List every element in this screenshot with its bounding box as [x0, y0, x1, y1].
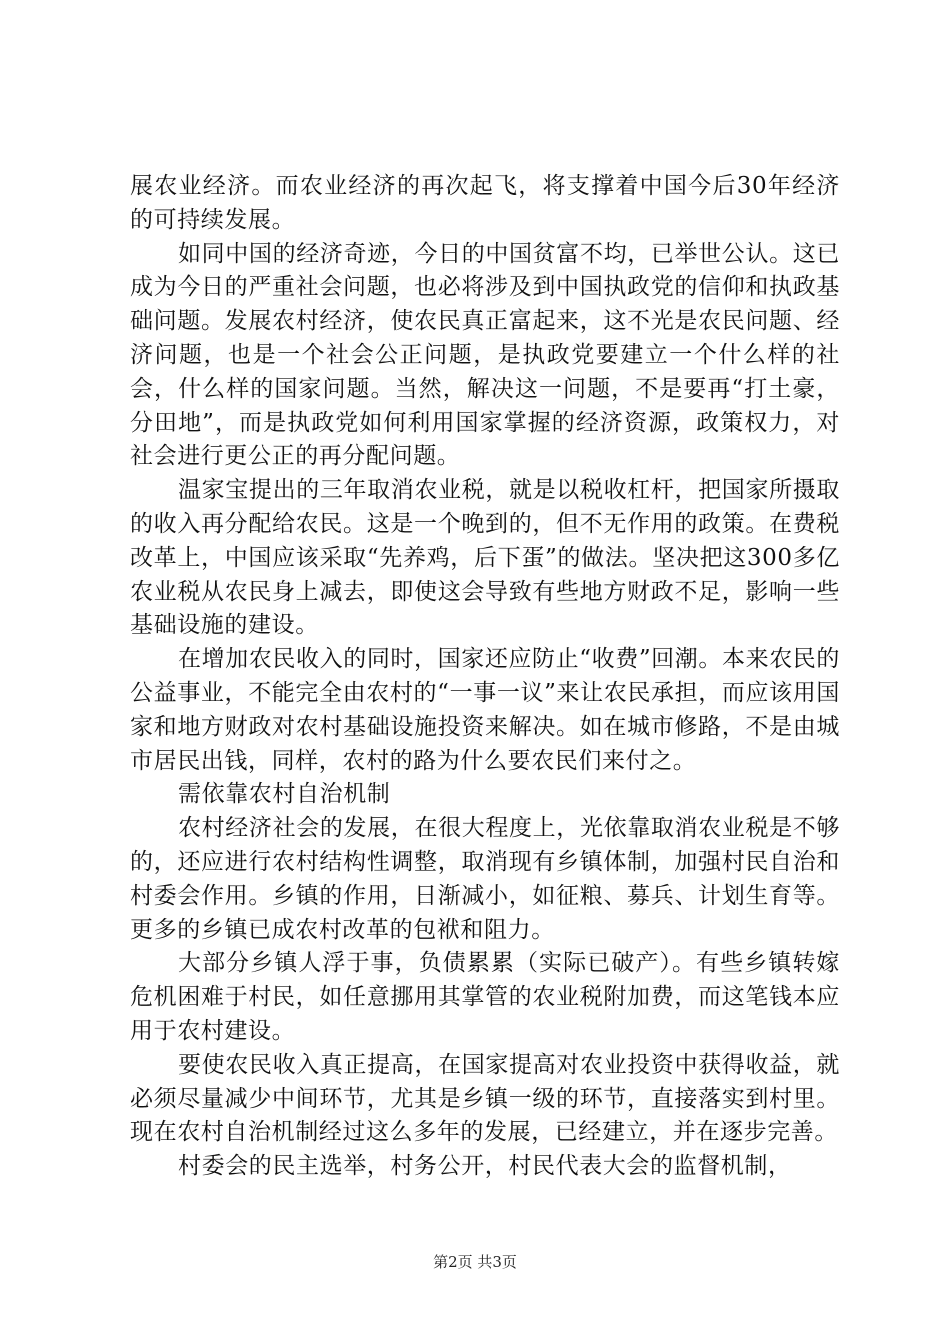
paragraph-6: 大部分乡镇人浮于事，负债累累（实际已破产）。有些乡镇转嫁危机困难于村民，如任意挪用其掌管的农业税附加费，而这笔钱本应用于农村建设。: [130, 950, 840, 1044]
paragraph-3: 温家宝提出的三年取消农业税，就是以税收杠杆，把国家所摄取的收入再分配给农民。这是一个晚到的，但不无作用的政策。在费税改革上，中国应该采取“先养鸡，后下蛋”的做法。坚决把这300多亿农业税从农民身上减去，即使这会导致有些地方财政不足，影响一些基础设施的建设。: [130, 477, 840, 639]
paragraph-5: 农村经济社会的发展，在很大程度上，光依靠取消农业税是不够的，还应进行农村结构性调整，取消现有乡镇体制，加强村民自治和村委会作用。乡镇的作用，日渐减小，如征粮、募兵、计划生育等。更多的乡镇已成农村改革的包袱和阻力。: [130, 815, 840, 943]
paragraph-2: 如同中国的经济奇迹，今日的中国贫富不均，已举世公认。这已成为今日的严重社会问题，也必将涉及到中国执政党的信仰和执政基础问题。发展农村经济，使农民真正富起来，这不光是农民问题、经济问题，也是一个社会公正问题，是执政党要建立一个什么样的社会，什么样的国家问题。当然，解决这一问题，不是要再“打土豪，分田地”，而是执政党如何利用国家掌握的经济资源，政策权力，对社会进行更公正的再分配问题。: [130, 240, 840, 470]
paragraph-8: 村委会的民主选举，村务公开，村民代表大会的监督机制，: [178, 1153, 792, 1180]
paragraph-4: 在增加农民收入的同时，国家还应防止“收费”回潮。本来农民的公益事业，不能完全由农村的“一事一议”来让农民承担，而应该用国家和地方财政对农村基础设施投资来解决。如在城市修路，不是由城市居民出钱，同样，农村的路为什么要农民们来付之。: [130, 646, 840, 774]
section-heading: 需依靠农村自治机制: [178, 781, 391, 808]
paragraph-7: 要使农民收入真正提高，在国家提高对农业投资中获得收益，就必须尽量减少中间环节，尤其是乡镇一级的环节，直接落实到村里。现在农村自治机制经过这么多年的发展，已经建立，并在逐步完善。: [130, 1051, 840, 1146]
paragraph-1: 展农业经济。而农业经济的再次起飞，将支撑着中国今后30年经济的可持续发展。: [130, 173, 840, 233]
document-body: [130, 170, 840, 1184]
page-footer: 第2页 共3页: [433, 1253, 517, 1271]
